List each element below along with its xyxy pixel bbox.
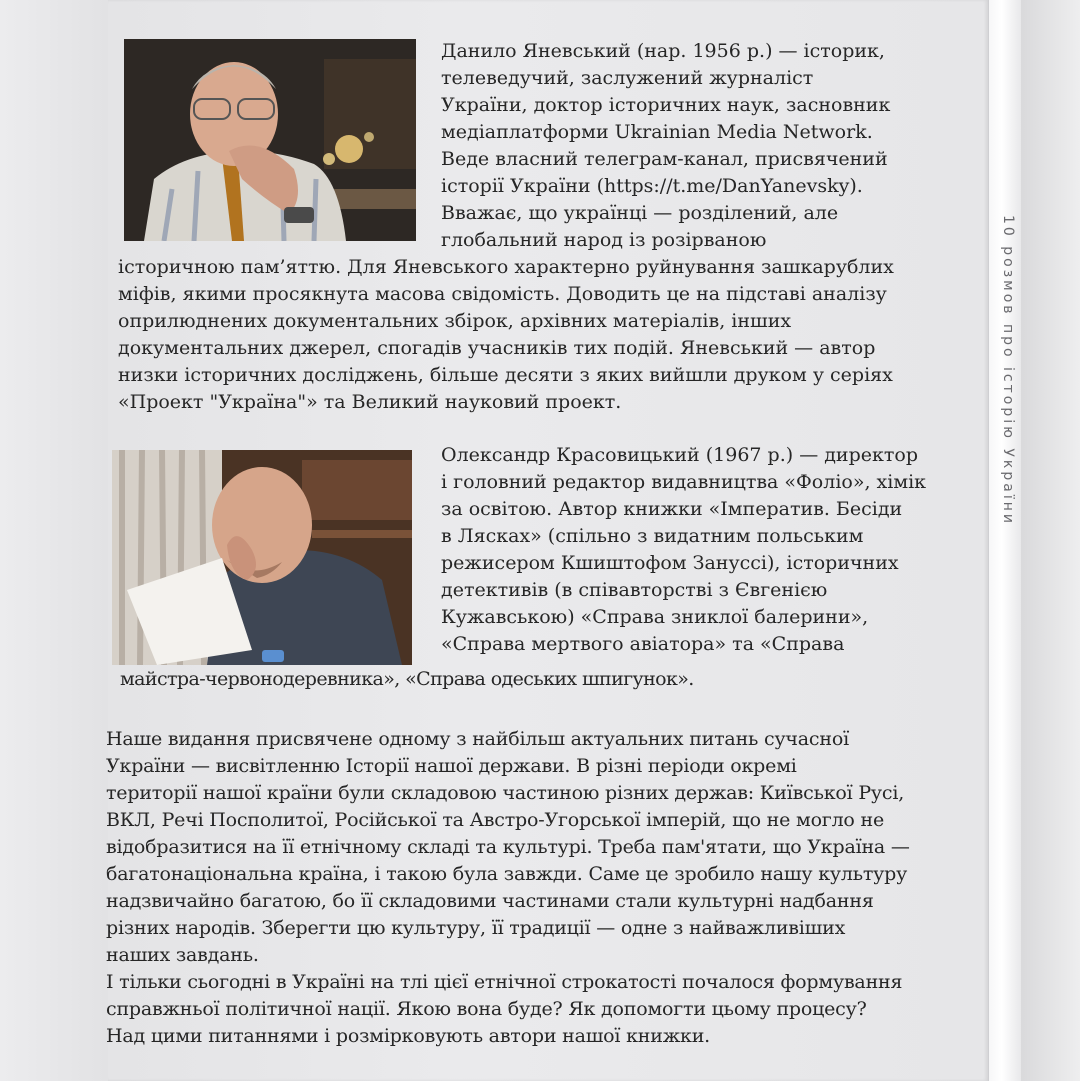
spine-title: 10 розмов про історію України: [1000, 215, 1016, 526]
text-line: Над цими питаннями і розмірковують автори нашої книжки.: [106, 1025, 710, 1047]
text-line: історичною пам’яттю. Для Яневського характерно руйнування зашкарублих: [118, 256, 894, 278]
text-line: детективів (в співавторстві з Євгенією: [441, 579, 828, 601]
text-line: за освітою. Автор книжки «Імператив. Бесіди: [441, 498, 903, 520]
text-line: Веде власний телеграм-канал, присвячений: [441, 148, 888, 170]
text-line: і головний редактор видавництва «Фоліо», хімік: [441, 471, 927, 493]
text-line: Наше видання присвячене одному з найбільш актуальних питань сучасної: [106, 728, 849, 750]
text-line: ВКЛ, Речі Посполитої, Російської та Австро-Угорської імперій, що не могло не: [106, 809, 885, 831]
text-line: Олександр Красовицький (1967 р.) — директор: [441, 444, 918, 466]
text-line: в Лясках» (спільно з видатним польським: [441, 525, 864, 547]
text-line: наших завдань.: [106, 944, 259, 966]
bio-krasovytskyi-bottom: [120, 666, 694, 693]
text-line: документальних джерел, спогадів учасників тих подій. Яневський — автор: [118, 337, 876, 359]
text-line: історії України (https://t.me/DanYanevsky).: [441, 175, 863, 197]
author-photo-krasovytskyi-illustration: [112, 450, 412, 665]
table-surface-right: [1020, 0, 1080, 1081]
author-photo-yanevsky: [124, 39, 416, 241]
text-line: медіаплатформи Ukrainian Media Network.: [441, 121, 873, 143]
text-line: режисером Кшиштофом Зануссі), історичних: [441, 552, 899, 574]
text-line: справжньої політичної нації. Якою вона буде? Як допомогти цьому процесу?: [106, 998, 867, 1020]
bio-yanevsky-bottom: [118, 254, 894, 416]
text-line: надзвичайно багатою, бо її складовими частинами стали культурні надбання: [106, 890, 874, 912]
text-line: майстра-червонодеревника», «Справа одеських шпигунок».: [120, 668, 694, 690]
text-line: оприлюднених документальних збірок, архівних матеріалів, інших: [118, 310, 792, 332]
text-line: телеведучий, заслужений журналіст: [441, 67, 814, 89]
text-line: міфів, якими просякнута масова свідомість. Доводить це на підставі аналізу: [118, 283, 887, 305]
text-line: Данило Яневський (нар. 1956 р.) — історик,: [441, 40, 885, 62]
text-line: України, доктор історичних наук, засновник: [441, 94, 891, 116]
bio-yanevsky-top: [441, 38, 890, 254]
text-line: «Проект "Україна"» та Великий науковий проект.: [118, 391, 622, 413]
text-line: глобальний народ із розірваною: [441, 229, 767, 251]
text-line: «Справа мертвого авіатора» та «Справа: [441, 633, 845, 655]
author-photo-krasovytskyi: [112, 450, 412, 665]
author-photo-yanevsky-illustration: [124, 39, 416, 241]
text-line: І тільки сьогодні в Україні на тлі цієї етнічної строкатості почалося формування: [106, 971, 903, 993]
text-line: Вважає, що українці — розділений, але: [441, 202, 839, 224]
bio-krasovytskyi-top: [441, 442, 926, 658]
text-line: багатонаціональна країна, і такою була завжди. Саме це зробило нашу культуру: [106, 863, 908, 885]
text-line: Кужавською) «Справа зниклої балерини»,: [441, 606, 869, 628]
text-line: низки історичних досліджень, більше десяти з яких вийшли друком у серіях: [118, 364, 893, 386]
table-surface-left: [0, 0, 108, 1081]
text-line: України — висвітленню Історії нашої держави. В різні періоди окремі: [106, 755, 797, 777]
text-line: різних народів. Зберегти цю культуру, її традиції — одне з найважливіших: [106, 917, 846, 939]
book-description: [106, 726, 910, 1050]
text-line: відобразитися на її етнічному складі та культурі. Треба пам'ятати, що Україна —: [106, 836, 910, 858]
text-line: території нашої країни були складовою частиною різних держав: Київської Русі,: [106, 782, 905, 804]
